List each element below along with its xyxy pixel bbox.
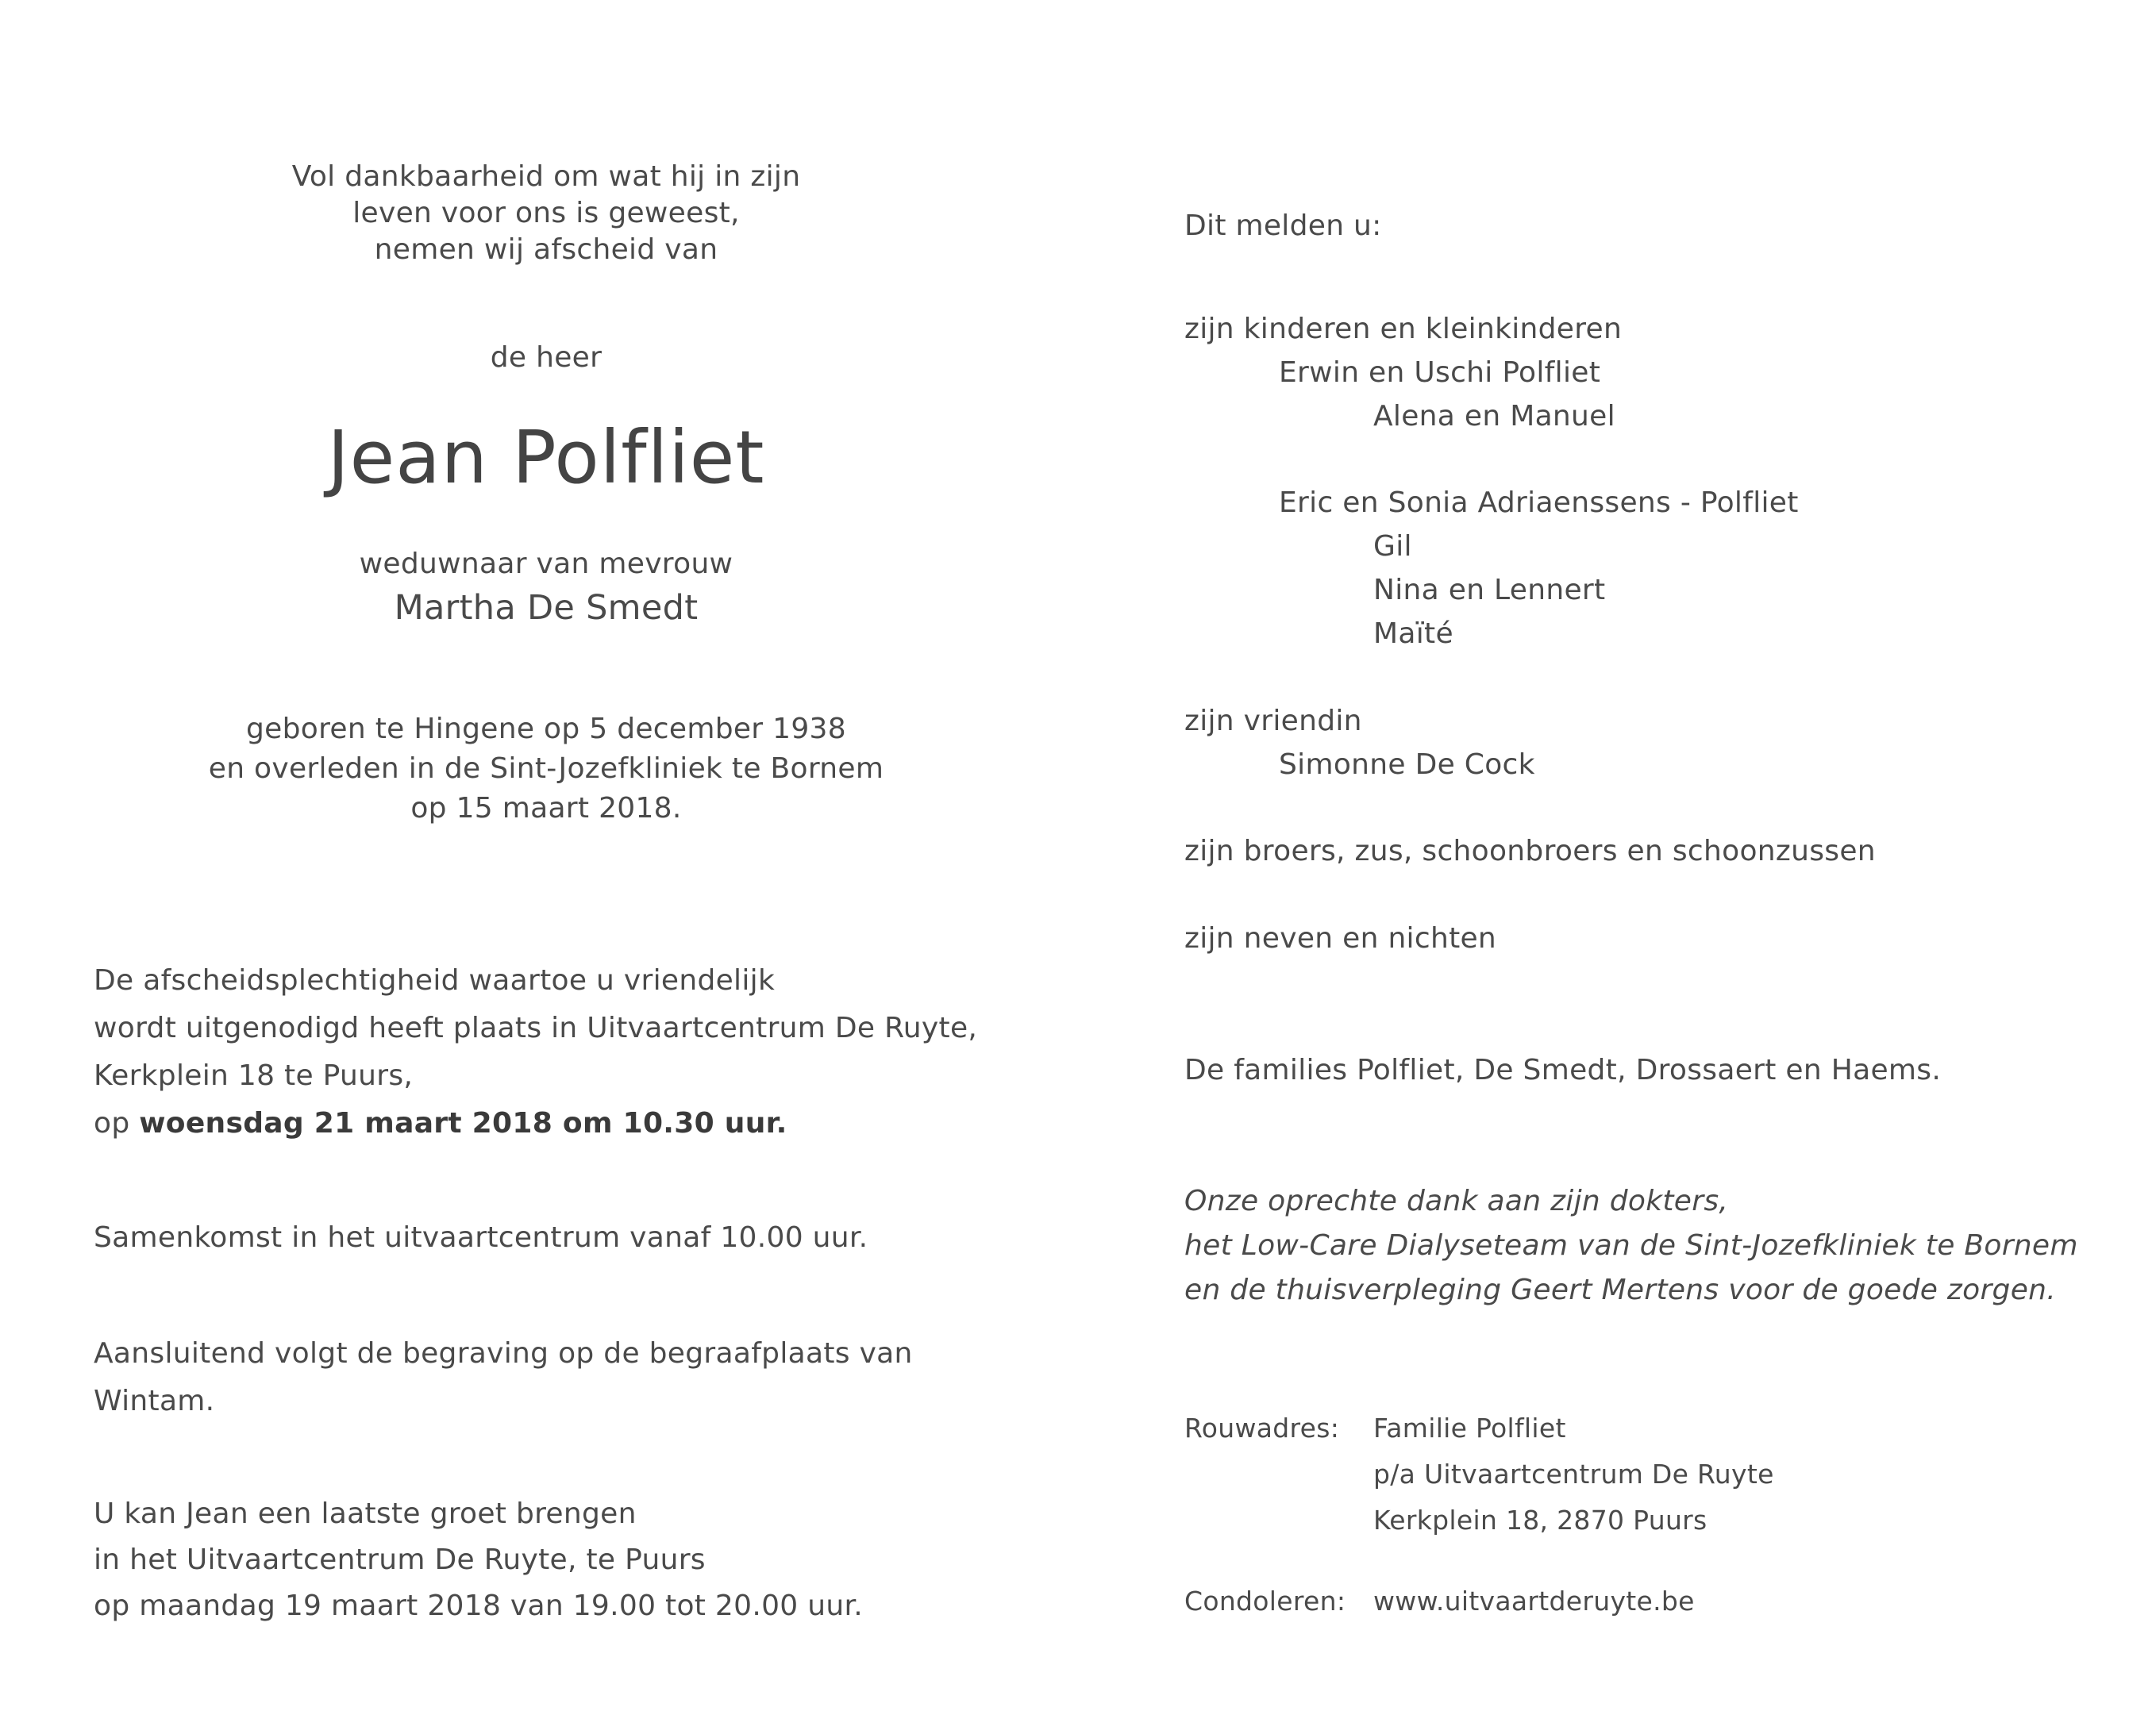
honorific: de heer: [490, 341, 603, 374]
address-label: Rouwadres:: [1184, 1413, 1340, 1444]
grandchild: Gil: [1373, 530, 1412, 563]
thanks-line-3: en de thuisverpleging Geert Mertens voor de goede zorgen.: [1184, 1274, 2057, 1306]
announce: Dit melden u:: [1184, 210, 1382, 242]
address-line-3: Kerkplein 18, 2870 Puurs: [1373, 1505, 1707, 1536]
intro-line-3: nemen wij afscheid van: [374, 233, 718, 266]
children-heading: zijn kinderen en kleinkinderen: [1184, 313, 1623, 345]
burial-line-1: Aansluitend volgt de begraving op de begraafplaats van: [94, 1337, 913, 1370]
families: De families Polfliet, De Smedt, Drossaert en Haems.: [1184, 1054, 1942, 1086]
birth-line: geboren te Hingene op 5 december 1938: [246, 713, 846, 745]
grandchild: Nina en Lennert: [1373, 574, 1606, 606]
ceremony-prefix: op: [94, 1107, 130, 1140]
ceremony-datetime: woensdag 21 maart 2018 om 10.30 uur.: [139, 1107, 787, 1140]
spouse-name: Martha De Smedt: [394, 588, 699, 628]
ceremony-line-4: [94, 1100, 787, 1148]
friend-name: Simonne De Cock: [1279, 748, 1535, 781]
viewing-line-3: op maandag 19 maart 2018 van 19.00 tot 20.00 uur.: [94, 1590, 863, 1622]
siblings: zijn broers, zus, schoonbroers en schoonzussen: [1184, 835, 1876, 867]
condolence-link[interactable]: www.uitvaartderuyte.be: [1373, 1586, 1695, 1617]
ceremony-line-1: De afscheidsplechtigheid waartoe u vriendelijk: [94, 964, 776, 997]
intro-line-2: leven voor ons is geweest,: [352, 197, 740, 229]
gathering-info: Samenkomst in het uitvaartcentrum vanaf 10.00 uur.: [94, 1221, 868, 1254]
child-2: Eric en Sonia Adriaenssens - Polfliet: [1279, 486, 1799, 519]
burial-line-2: Wintam.: [94, 1385, 215, 1417]
thanks-line-1: Onze oprechte dank aan zijn dokters,: [1184, 1185, 1729, 1217]
condolence-label: Condoleren:: [1184, 1586, 1346, 1617]
cousins: zijn neven en nichten: [1184, 922, 1497, 955]
child-1: Erwin en Uschi Polfliet: [1279, 356, 1601, 389]
address-line-1: Familie Polfliet: [1373, 1413, 1566, 1444]
friend-heading: zijn vriendin: [1184, 705, 1362, 737]
death-line: en overleden in de Sint-Jozefkliniek te Bornem: [208, 752, 884, 785]
viewing-line-1: U kan Jean een laatste groet brengen: [94, 1498, 637, 1530]
grandchild: Alena en Manuel: [1373, 400, 1615, 433]
grandchild: Maïté: [1373, 617, 1453, 650]
deceased-name: Jean Polfliet: [327, 415, 765, 500]
ceremony-line-2: wordt uitgenodigd heeft plaats in Uitvaartcentrum De Ruyte,: [94, 1012, 978, 1044]
viewing-line-2: in het Uitvaartcentrum De Ruyte, te Puurs: [94, 1544, 706, 1576]
death-date-line: op 15 maart 2018.: [410, 792, 682, 825]
address-line-2: p/a Uitvaartcentrum De Ruyte: [1373, 1459, 1774, 1490]
intro-line-1: Vol dankbaarheid om wat hij in zijn: [291, 160, 801, 193]
thanks-line-2: het Low-Care Dialyseteam van de Sint-Jozefkliniek te Bornem: [1184, 1229, 2078, 1262]
ceremony-line-3: Kerkplein 18 te Puurs,: [94, 1059, 414, 1092]
spouse-intro: weduwnaar van mevrouw: [359, 548, 733, 580]
